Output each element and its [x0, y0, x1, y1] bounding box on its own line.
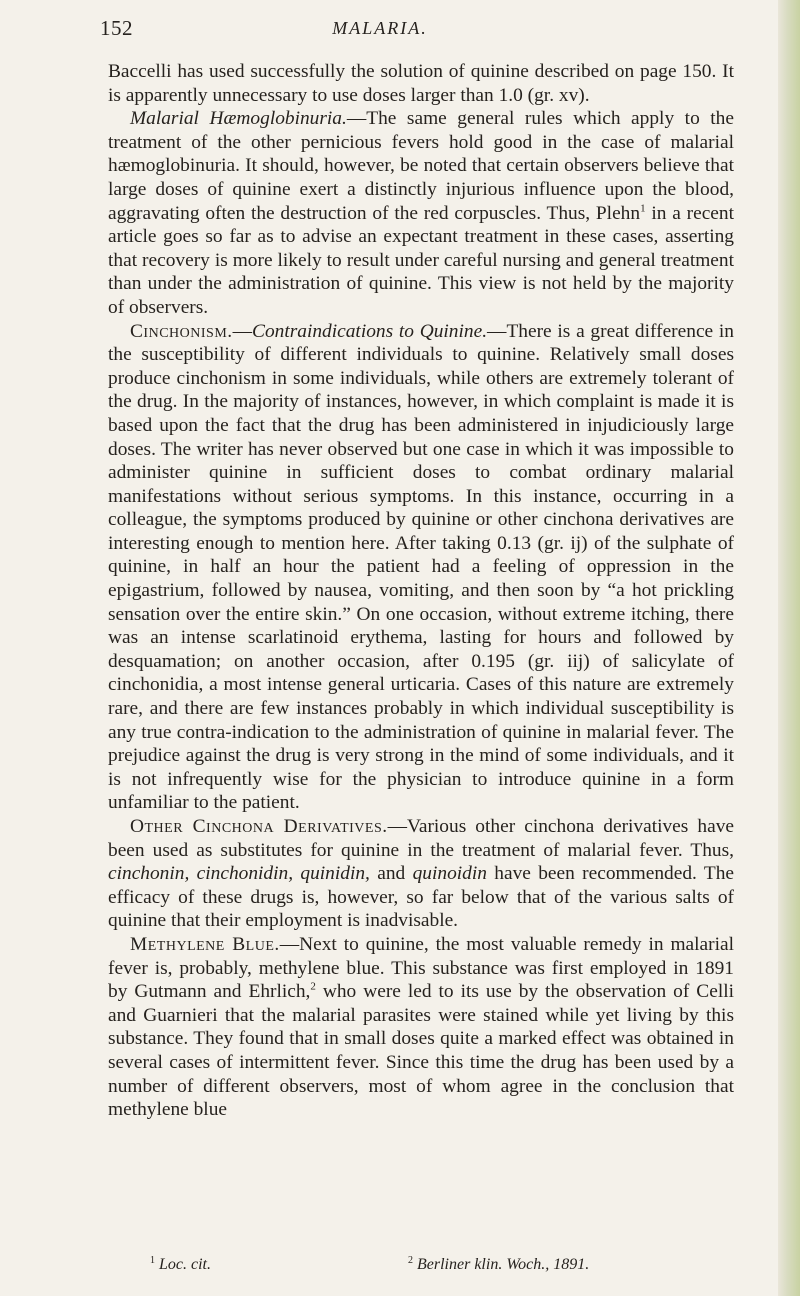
footnote-marker: 1 — [150, 1254, 155, 1266]
section-heading: Other Cinchona Derivatives. — [130, 816, 388, 837]
paragraph-cinchonism — [108, 320, 734, 815]
italic-text: Contraindications to Quinine. — [252, 320, 488, 342]
footnote-marker: 2 — [408, 1254, 413, 1266]
footnote-1 — [150, 1256, 211, 1274]
italic-text: cinchonin, cinchonidin, quinidin, — [108, 863, 370, 885]
page-edge-shadow — [778, 0, 800, 1296]
section-heading: Cinchonism. — [130, 320, 233, 342]
page-number: 152 — [100, 16, 133, 40]
footnote-text: Loc. cit. — [159, 1256, 211, 1273]
footnote-text: Berliner klin. Woch., 1891. — [417, 1256, 590, 1273]
footnote-2 — [408, 1256, 589, 1274]
text-run: —Various other cinchona derivatives have been used as substitutes for quinine in the treatment of malarial fever. Thus, — [108, 816, 735, 861]
text-run: in a recent article goes so far as to advise an expectant treatment in these cases, asserting that recovery is more likely to result under careful nursing and general treatment than under the administration of quinine. This view is not held by the majority of observers. — [108, 202, 734, 318]
paragraph-baccelli — [108, 60, 734, 107]
paragraph-haemoglobinuria — [108, 107, 734, 319]
section-heading: Methylene Blue. — [130, 933, 280, 955]
text-run: —The same general rules which apply to the treatment of the other pernicious fevers hold good in the case of malarial hæmoglobinuria. It should, however, be noted that certain observers believe that large doses of quinine exert a distinctly injurious influence upon the blood, aggravating often the destruction of the red corpuscles. Thus, Plehn — [108, 108, 734, 224]
body-text — [108, 60, 734, 1122]
running-title: MALARIA. — [332, 18, 428, 38]
text-run: —Next to quinine, the most valuable remedy in malarial fever is, probably, methylene blue. This substance was first employed in 1891 by Gutmann and Ehrlich, — [108, 933, 734, 1003]
paragraph-cinchona-derivatives — [108, 815, 734, 933]
text-run: Baccelli has used successfully the solution of quinine described on page 150. It is apparently unnecessary to use doses larger than 1.0 (gr. xv). — [108, 61, 734, 106]
text-run: —There is a great difference in the susceptibility of different individuals to quinine. Relatively small doses produce cinchonism in some individuals, while others are extremely tolerant of the drug. In the majority of instances, however, in which complaint is made it is based upon the fact that the drug has been administered in injudiciously large doses. The writer has never observed but one case in which it was impossible to administer quinine in sufficient doses to combat ordinary malarial manifestations without serious symptoms. In this instance, occurring in a colleague, the symptoms produced by quinine or other cinchona derivatives are interesting enough to mention here. After taking 0.13 (gr. ij) of the sulphate of quinine, in half an hour the patient had a feeling of oppression in the epigastrium, followed by nausea, vomiting, and then soon by “a hot prickling sensation over the entire skin.” On one occasion, without extreme itching, there was an intense scarlatinoid erythema, lasting for hours and followed by desquamation; on another occasion, after 0.195 (gr. iij) of salicylate of cinchonidia, a most intense general urticaria. Cases of this nature are extremely rare, and there are few instances probably in which individual susceptibility is any true contra-indication to the administration of quinine in malarial fever. The prejudice against the drug is very strong in the mind of some individuals, and it is not infrequently wise for the physician to introduce quinine in a form unfamiliar to the patient. — [108, 320, 734, 814]
text-run: — — [232, 320, 253, 342]
footnote-reference: 2 — [310, 980, 316, 993]
footnote-reference: 1 — [640, 202, 646, 215]
italic-text: quinoidin — [412, 863, 487, 885]
text-run: and — [369, 863, 413, 885]
text-run: have been recommended. The efficacy of these drugs is, however, so far below that of the various salts of quinine that their employment is inadvisable. — [108, 863, 735, 932]
italic-text: Malarial Hæmoglobinuria. — [130, 108, 347, 130]
text-run: who were led to its use by the observation of Celli and Guarnieri that the malarial parasites were stained while yet living by this substance. They found that in small doses quite a marked effect was obtained in several cases of intermittent fever. Since this time the drug has been used by a number of different observers, most of whom agree in the conclusion that methylene blue — [108, 981, 734, 1121]
paragraph-methylene-blue — [108, 933, 734, 1122]
